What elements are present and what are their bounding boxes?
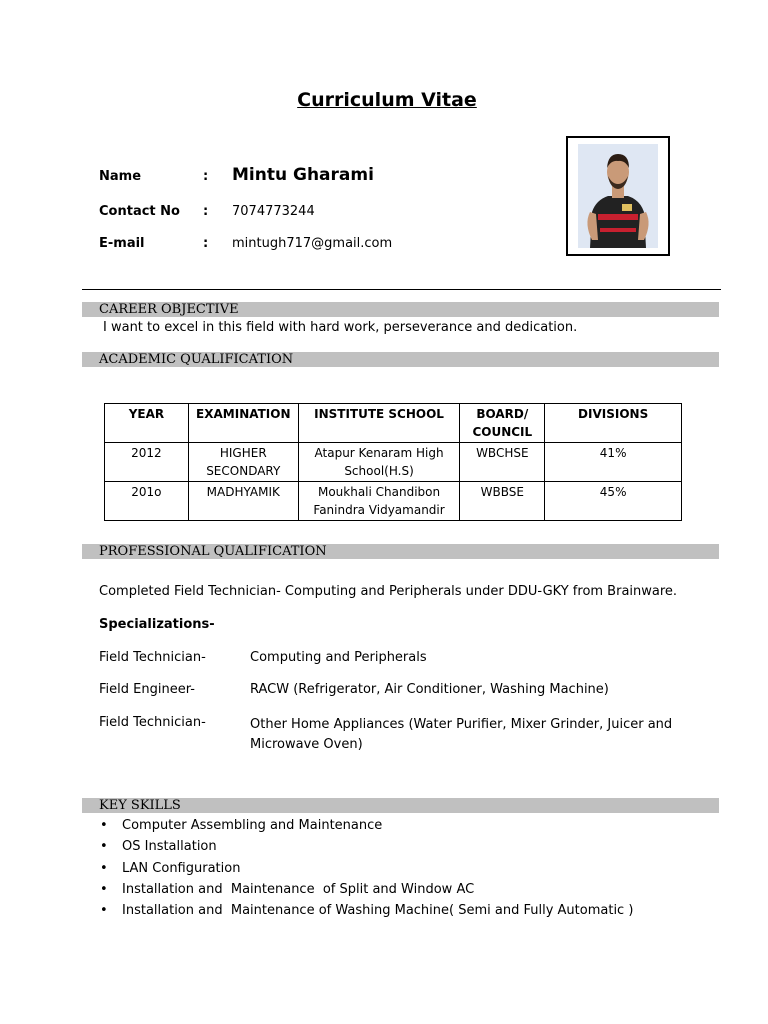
table-row <box>105 482 682 521</box>
bullet-icon: • <box>100 861 108 876</box>
page-title: Curriculum Vitae <box>297 89 477 111</box>
email-label: E-mail <box>99 236 145 251</box>
header-board: BOARD/ COUNCIL <box>460 404 545 443</box>
bullet-icon: • <box>100 818 108 833</box>
cell-examination: HIGHER SECONDARY <box>188 443 298 482</box>
specialization-role: Field Engineer- <box>99 682 195 697</box>
specializations-label: Specializations- <box>99 617 215 632</box>
bullet-icon: • <box>100 839 108 854</box>
header-divisions: DIVISIONS <box>545 404 682 443</box>
name-colon: : <box>203 169 209 184</box>
profile-photo-frame <box>566 136 670 256</box>
skill-item: Computer Assembling and Maintenance <box>122 818 383 833</box>
cell-institute: Moukhali Chandibon Fanindra Vidyamandir <box>298 482 460 521</box>
table-header-row <box>105 404 682 443</box>
cell-board: WBCHSE <box>460 443 545 482</box>
specialization-role: Field Technician- <box>99 650 206 665</box>
email-value: mintugh717@gmail.com <box>232 236 393 251</box>
header-institute: INSTITUTE SCHOOL <box>298 404 460 443</box>
header-divider <box>82 289 721 290</box>
skill-item: OS Installation <box>122 839 217 854</box>
specialization-role: Field Technician- <box>99 715 206 730</box>
specialization-detail: Other Home Appliances (Water Purifier, Mixer Grinder, Juicer and Microwave Oven) <box>250 717 673 752</box>
career-objective-text: I want to excel in this field with hard work, perseverance and dedication. <box>103 320 578 335</box>
specialization-detail: Computing and Peripherals <box>250 650 427 665</box>
skill-item: Installation and Maintenance of Washing Machine( Semi and Fully Automatic ) <box>122 903 634 918</box>
career-objective-heading: CAREER OBJECTIVE <box>82 302 719 317</box>
bullet-icon: • <box>100 882 108 897</box>
header-year: YEAR <box>105 404 189 443</box>
email-colon: : <box>203 236 209 251</box>
table-row <box>105 443 682 482</box>
cell-year: 201o <box>105 482 189 521</box>
academic-table <box>104 403 682 521</box>
specialization-detail: RACW (Refrigerator, Air Conditioner, Washing Machine) <box>250 682 609 697</box>
cell-board: WBBSE <box>460 482 545 521</box>
key-skills-heading: KEY SKILLS <box>82 798 719 813</box>
cell-division: 45% <box>545 482 682 521</box>
contact-colon: : <box>203 204 209 219</box>
academic-qualification-heading: ACADEMIC QUALIFICATION <box>82 352 719 367</box>
professional-qualification-heading: PROFESSIONAL QUALIFICATION <box>82 544 719 559</box>
contact-label: Contact No <box>99 204 180 219</box>
skill-item: LAN Configuration <box>122 861 241 876</box>
header-examination: EXAMINATION <box>188 404 298 443</box>
name-label: Name <box>99 169 142 184</box>
cell-division: 41% <box>545 443 682 482</box>
cell-year: 2012 <box>105 443 189 482</box>
cell-institute: Atapur Kenaram High School(H.S) <box>298 443 460 482</box>
bullet-icon: • <box>100 903 108 918</box>
skill-item: Installation and Maintenance of Split and Window AC <box>122 882 475 897</box>
name-value: Mintu Gharami <box>232 165 374 185</box>
profile-photo <box>578 144 658 248</box>
cell-examination: MADHYAMIK <box>188 482 298 521</box>
professional-summary: Completed Field Technician- Computing and Peripherals under DDU-GKY from Brainware. <box>99 584 678 599</box>
contact-value: 7074773244 <box>232 204 315 219</box>
